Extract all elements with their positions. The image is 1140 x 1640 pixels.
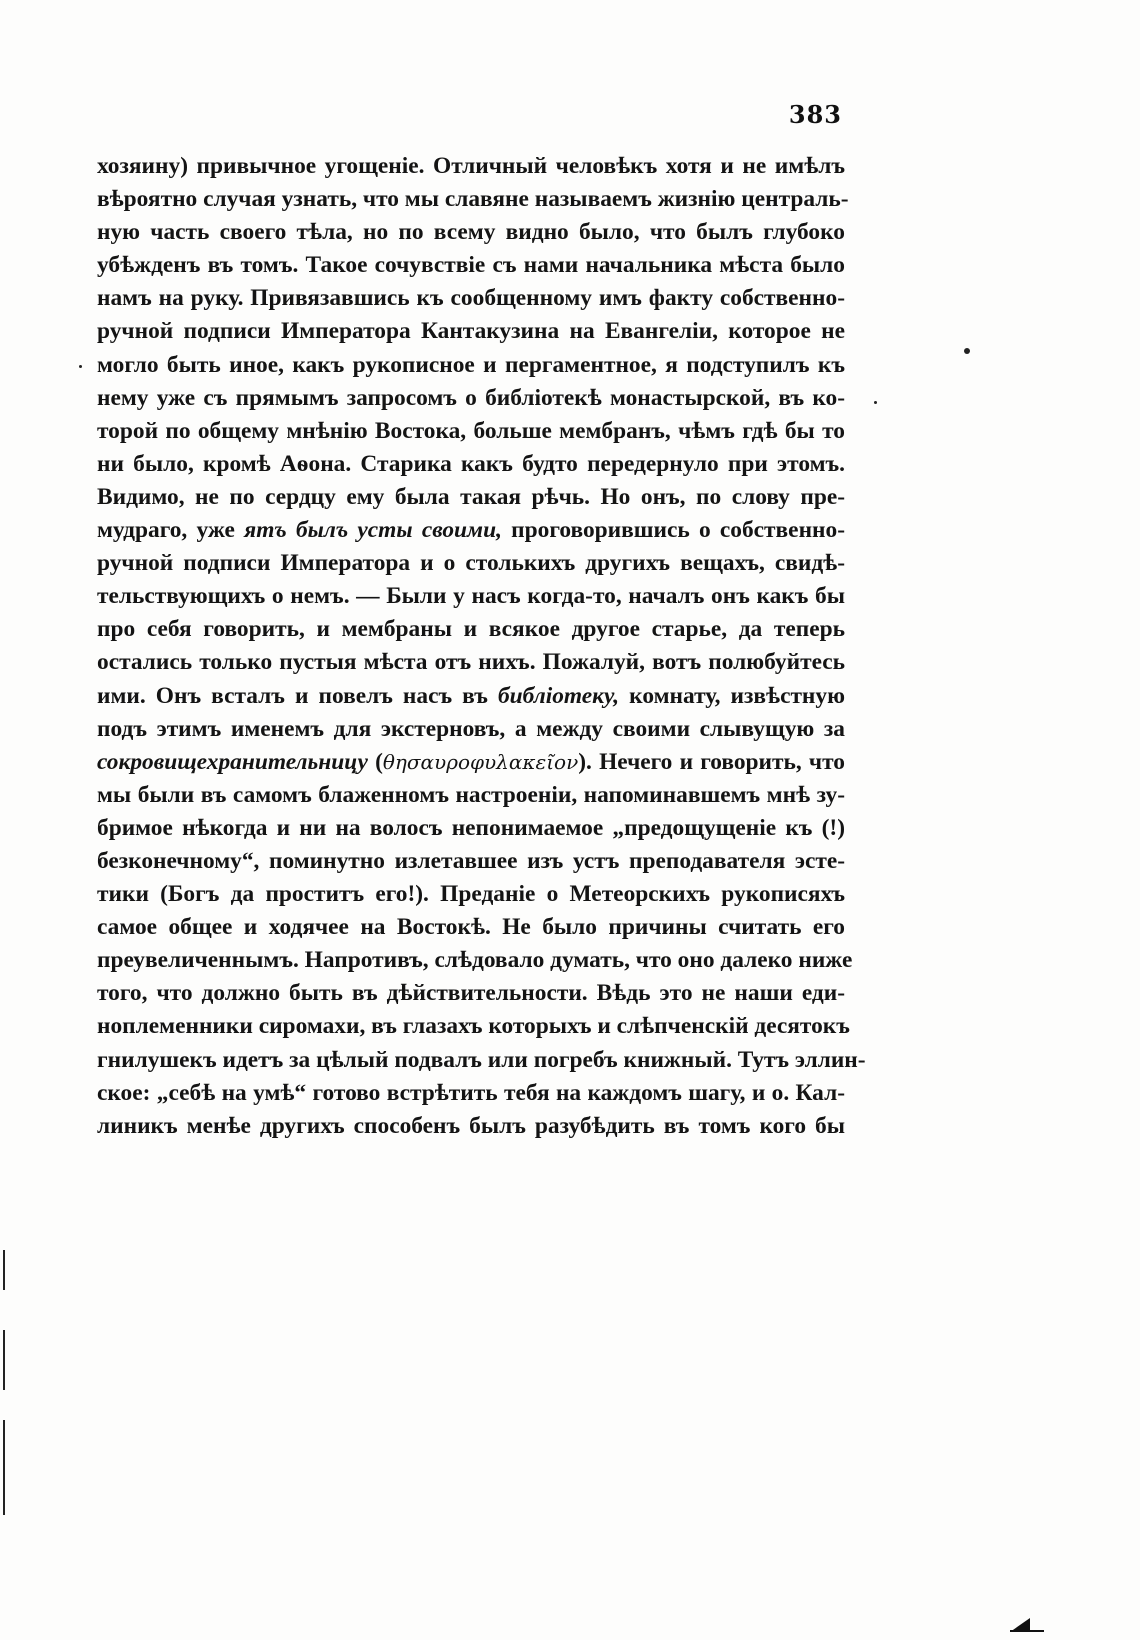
text-line: самое общее и ходячее на Востокѣ. Не было причины считать его [97, 914, 845, 941]
text-line: безконечному“, поминутно излетавшее изъ устъ преподавателя эсте- [97, 847, 845, 874]
text-line: преувеличеннымъ. Напротивъ, слѣдовало думать, что оно далеко ниже [97, 947, 853, 974]
italic-word: сокровищехранительницу [97, 748, 368, 775]
scan-edge-mark [3, 1330, 5, 1390]
text-run: ими. Онъ всталъ и повелъ насъ въ [97, 682, 498, 709]
text-line: торой по общему мнѣнію Востока, больше мембранъ, чѣмъ гдѣ бы то [97, 417, 845, 444]
text-line: того, что должно быть въ дѣйствительности. Вѣдь это не наши еди- [97, 980, 845, 1007]
text-run: проговорившись о собственно- [501, 517, 846, 544]
text-line: ручной подписи Императора Кантакузина на Евангеліи, которое не [97, 318, 845, 345]
text-run: мудраго, уже [97, 517, 245, 544]
text-line: хозяину) привычное угощеніе. Отличный человѣкъ хотя и не имѣлъ [97, 153, 845, 179]
text-line: нему уже съ прямымъ запросомъ о библіотекѣ монастырской, въ ко- [97, 384, 845, 411]
page-number: 383 [788, 100, 842, 129]
text-line: мы были въ самомъ блаженномъ настроеніи, напоминавшемъ мнѣ зу- [97, 781, 845, 808]
text-run: ). Нечего и говорить, что [578, 748, 845, 775]
text-line: намъ на руку. Привязавшись къ сообщенному имъ факту собственно- [97, 285, 845, 312]
italic-word: библіотеку, [497, 682, 620, 709]
scan-speck [874, 401, 877, 404]
scan-edge-mark [3, 1250, 5, 1290]
text-line [97, 746, 845, 779]
greek-term: θησαυροφυλακεῖον [382, 749, 579, 774]
text-line: убѣжденъ въ томъ. Такое сочувствіе съ нами начальника мѣста было [97, 252, 845, 279]
text-line: ское: „себѣ на умѣ“ готово встрѣтить тебя на каждомъ шагу, и о. Кал- [97, 1079, 845, 1106]
text-line: ную часть своего тѣла, но по всему видно было, что былъ глубоко [97, 219, 845, 246]
text-line: остались только пустыя мѣста отъ нихъ. Пожалуй, вотъ полюбуйтесь [97, 649, 845, 676]
text-line: могло быть иное, какъ рукописное и пергаментное, я подступилъ къ [97, 351, 845, 378]
text-line: подъ этимъ именемъ для экстерновъ, а между своими слывущую за [97, 715, 845, 742]
text-line: ручной подписи Императора и о столькихъ другихъ вещахъ, свидѣ- [97, 550, 845, 577]
text-line: про себя говорить, и мембраны и всякое другое старье, да теперь [97, 616, 845, 643]
scan-speck [964, 348, 970, 354]
scan-edge-mark [3, 1420, 5, 1515]
text-line [97, 680, 845, 713]
text-run: ( [367, 748, 383, 775]
text-line: бримое нѣкогда и ни на волосъ непонимаемое „предощущеніе къ (!) [97, 814, 845, 841]
text-line: Видимо, не по сердцу ему была такая рѣчь. Но онъ, по слову пре- [97, 483, 845, 510]
text-line: тельствующихъ о немъ. — Были у насъ когда-то, началъ онъ какъ бы [97, 583, 845, 610]
scan-corner-bar [1010, 1630, 1044, 1632]
scan-speck [79, 365, 82, 368]
text-run: комнату, извѣстную [619, 682, 845, 709]
italic-phrase: ятъ былъ усты своими, [244, 517, 502, 544]
text-line [97, 514, 845, 547]
text-line: линикъ менѣе другихъ способенъ былъ разубѣдить въ томъ кого бы [97, 1112, 845, 1139]
text-line: ни было, кромѣ Аѳона. Старика какъ будто передернуло при этомъ. [97, 450, 845, 477]
text-line: ноплеменники сиромахи, въ глазахъ которыхъ и слѣпченскій десятокъ [97, 1013, 850, 1040]
text-line: гнилушекъ идетъ за цѣлый подвалъ или погребъ книжный. Тутъ эллин- [97, 1046, 866, 1073]
text-line: вѣроятно случая узнать, что мы славяне называемъ жизнію централь- [97, 186, 849, 213]
text-line: тики (Богъ да проститъ его!). Преданіе о Метеорскихъ рукописяхъ [97, 881, 845, 908]
body-text [97, 150, 866, 1143]
